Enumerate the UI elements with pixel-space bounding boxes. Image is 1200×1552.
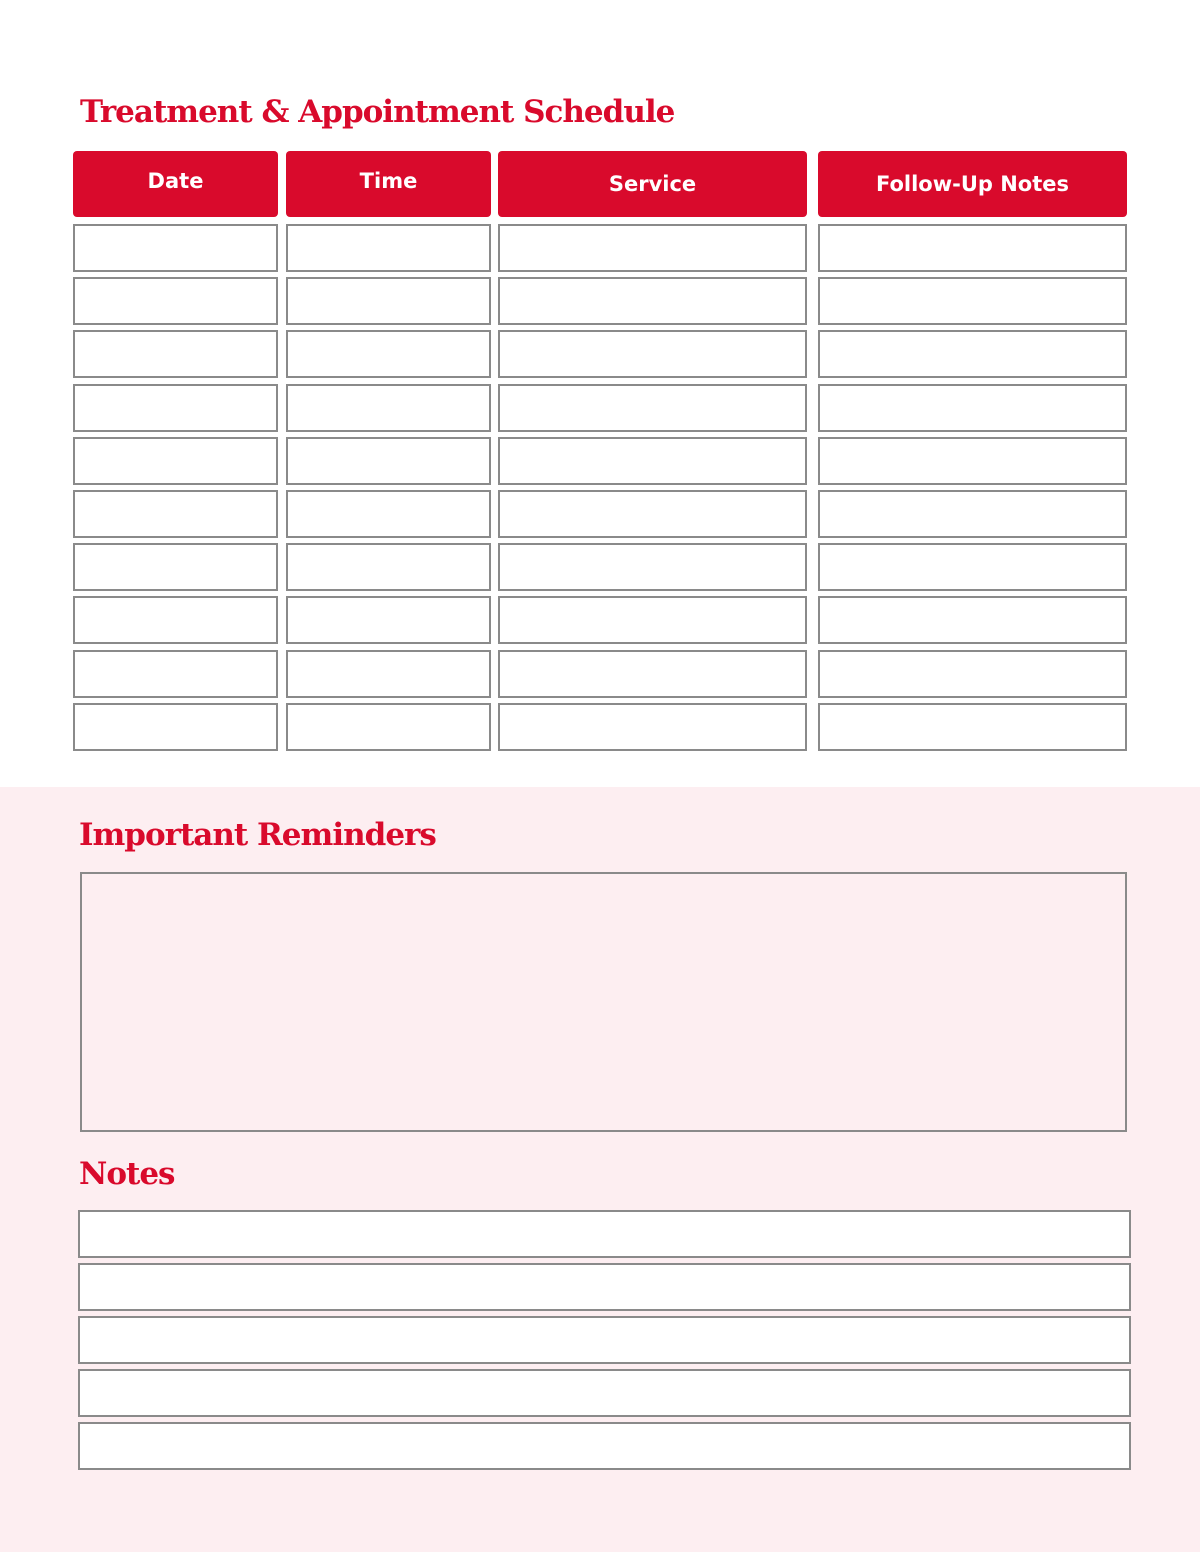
table-cell[interactable] bbox=[818, 703, 1127, 751]
column-header: Date bbox=[73, 151, 278, 217]
table-cell[interactable] bbox=[818, 650, 1127, 698]
table-cell[interactable] bbox=[498, 384, 807, 432]
table-cell[interactable] bbox=[286, 543, 491, 591]
schedule-title: Treatment & Appointment Schedule bbox=[80, 94, 675, 130]
table-cell[interactable] bbox=[818, 596, 1127, 644]
table-cell[interactable] bbox=[818, 490, 1127, 538]
table-cell[interactable] bbox=[73, 490, 278, 538]
note-line[interactable] bbox=[78, 1316, 1131, 1364]
table-cell[interactable] bbox=[286, 330, 491, 378]
note-line[interactable] bbox=[78, 1210, 1131, 1258]
table-cell[interactable] bbox=[498, 596, 807, 644]
table-cell[interactable] bbox=[498, 650, 807, 698]
table-cell[interactable] bbox=[73, 543, 278, 591]
table-cell[interactable] bbox=[286, 490, 491, 538]
table-cell[interactable] bbox=[73, 596, 278, 644]
column-header: Service bbox=[498, 151, 807, 217]
table-cell[interactable] bbox=[73, 437, 278, 485]
table-cell[interactable] bbox=[73, 224, 278, 272]
table-cell[interactable] bbox=[286, 437, 491, 485]
table-cell[interactable] bbox=[818, 384, 1127, 432]
table-cell[interactable] bbox=[498, 224, 807, 272]
table-cell[interactable] bbox=[286, 384, 491, 432]
column-header: Time bbox=[286, 151, 491, 217]
table-cell[interactable] bbox=[498, 330, 807, 378]
table-cell[interactable] bbox=[73, 277, 278, 325]
table-cell[interactable] bbox=[286, 596, 491, 644]
table-cell[interactable] bbox=[818, 437, 1127, 485]
table-cell[interactable] bbox=[286, 277, 491, 325]
table-cell[interactable] bbox=[498, 490, 807, 538]
table-cell[interactable] bbox=[498, 703, 807, 751]
note-line[interactable] bbox=[78, 1422, 1131, 1470]
note-line[interactable] bbox=[78, 1369, 1131, 1417]
table-cell[interactable] bbox=[286, 703, 491, 751]
table-cell[interactable] bbox=[818, 543, 1127, 591]
notes-title: Notes bbox=[79, 1156, 175, 1192]
reminders-box[interactable] bbox=[80, 872, 1127, 1132]
table-cell[interactable] bbox=[818, 277, 1127, 325]
table-cell[interactable] bbox=[818, 224, 1127, 272]
table-cell[interactable] bbox=[73, 384, 278, 432]
table-cell[interactable] bbox=[498, 277, 807, 325]
table-cell[interactable] bbox=[73, 703, 278, 751]
table-cell[interactable] bbox=[286, 650, 491, 698]
table-cell[interactable] bbox=[498, 543, 807, 591]
table-cell[interactable] bbox=[73, 330, 278, 378]
table-cell[interactable] bbox=[818, 330, 1127, 378]
table-cell[interactable] bbox=[286, 224, 491, 272]
reminders-title: Important Reminders bbox=[79, 817, 436, 853]
table-cell[interactable] bbox=[73, 650, 278, 698]
table-cell[interactable] bbox=[498, 437, 807, 485]
note-line[interactable] bbox=[78, 1263, 1131, 1311]
column-header: Follow-Up Notes bbox=[818, 151, 1127, 217]
